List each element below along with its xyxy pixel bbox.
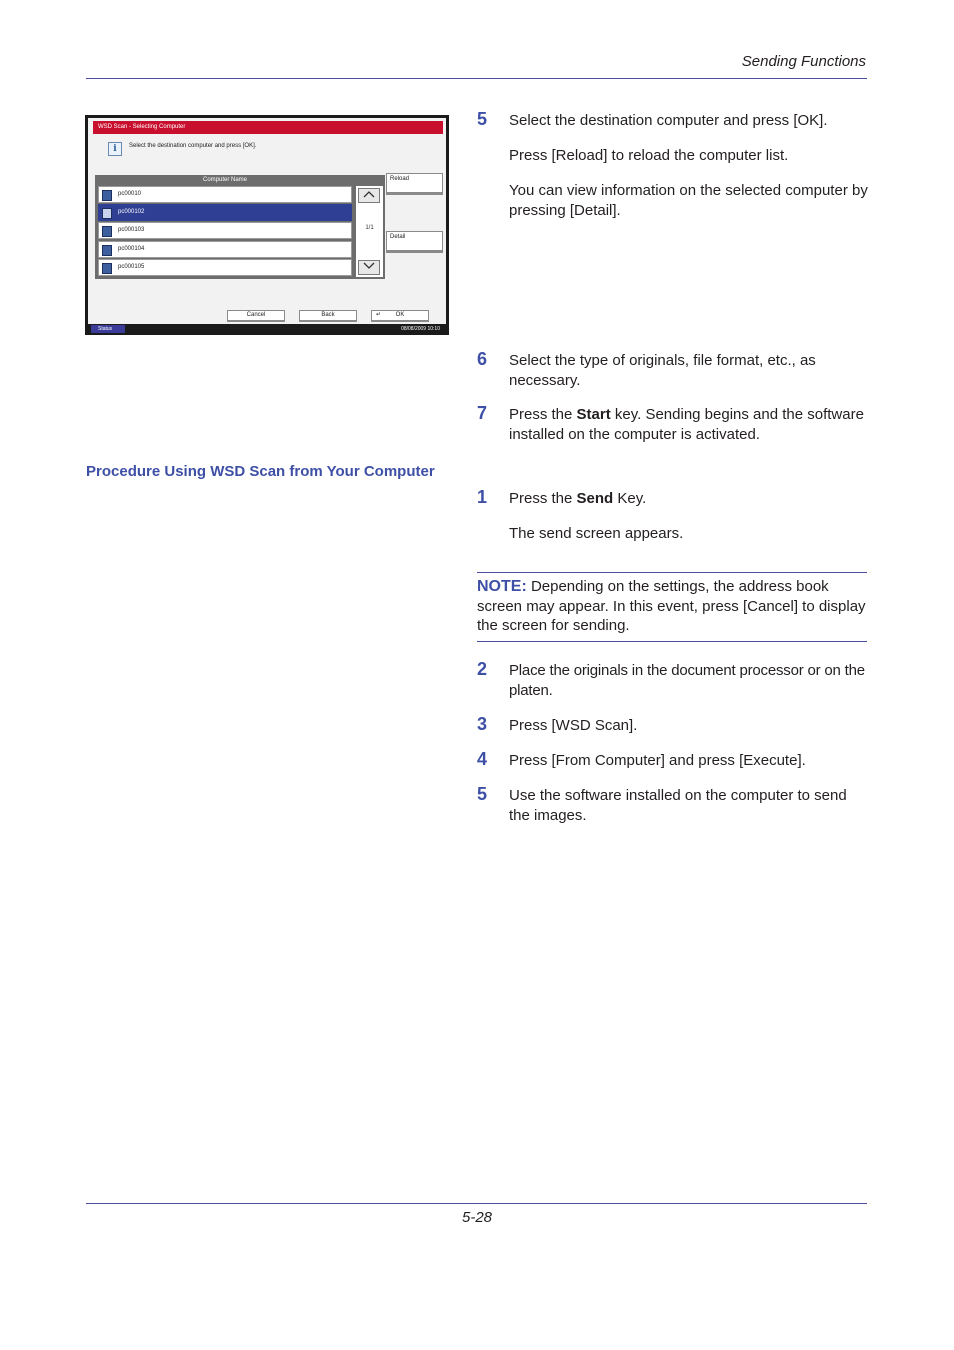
ok-button[interactable] — [371, 310, 429, 322]
computer-icon — [102, 226, 112, 237]
step-text: Press [WSD Scan]. — [509, 717, 638, 734]
panel-title-bar: WSD Scan - Selecting Computer — [93, 121, 443, 134]
step-number: 4 — [477, 749, 488, 769]
panel-screenshot — [85, 115, 449, 335]
step-number: 2 — [477, 659, 488, 679]
back-button[interactable]: Back — [299, 310, 357, 322]
step-subtext: The send screen appears. — [509, 525, 684, 542]
step-text: Press the Start key. Sending begins and the software installed on the computer is activated. — [509, 406, 864, 443]
scroll-column — [356, 186, 383, 277]
status-tab[interactable]: Status — [91, 325, 125, 333]
computer-icon — [102, 190, 112, 201]
computer-icon — [102, 208, 112, 219]
step-text: Select the type of originals, file format, etc., as necessary. — [509, 352, 816, 389]
step-text: Select the destination computer and press [OK]. — [509, 112, 828, 129]
reload-button[interactable]: Reload — [386, 173, 443, 195]
list-header: Computer Name — [202, 177, 247, 183]
computer-row[interactable] — [98, 222, 352, 239]
computer-name: pc000104 — [118, 246, 145, 252]
send-key: Send — [576, 490, 614, 507]
section-heading: Procedure Using WSD Scan from Your Computer — [86, 463, 435, 480]
enter-icon: ↵ — [376, 312, 382, 318]
cancel-button[interactable]: Cancel — [227, 310, 285, 322]
scroll-up-button[interactable] — [358, 188, 380, 203]
step-number: 5 — [477, 109, 488, 129]
step-number: 1 — [477, 487, 488, 507]
computer-icon — [102, 245, 112, 256]
step-number: 5 — [477, 784, 488, 804]
computer-name: pc00010 — [118, 191, 142, 197]
status-bar — [88, 324, 446, 333]
step-subtext: You can view information on the selected computer by pressing [Detail]. — [509, 182, 868, 219]
info-icon: i — [108, 142, 122, 156]
computer-row[interactable] — [98, 186, 352, 203]
header-rule — [86, 78, 867, 79]
computer-name: pc000102 — [118, 209, 145, 215]
computer-name: pc000103 — [118, 227, 145, 233]
step-text: Press the Send Key. — [509, 490, 647, 507]
computer-list — [95, 175, 385, 279]
page-indicator: 1/1 — [365, 225, 374, 231]
computer-row[interactable] — [98, 241, 352, 258]
detail-button[interactable]: Detail — [386, 231, 443, 253]
step-text: Use the software installed on the computer to send the images. — [509, 787, 847, 824]
note-box — [477, 572, 867, 642]
scroll-down-button[interactable] — [358, 260, 380, 275]
header-title: Sending Functions — [741, 53, 866, 70]
datetime: 08/08/2009 10:10 — [401, 326, 440, 332]
note-text: NOTE: Depending on the settings, the address book screen may appear. In this event, press [Cancel] to display the screen for sending. — [477, 578, 866, 634]
computer-name: pc000105 — [118, 264, 145, 270]
step-number: 3 — [477, 714, 488, 734]
note-label: NOTE: — [477, 578, 527, 595]
chevron-down-icon — [363, 262, 375, 270]
computer-row[interactable] — [98, 259, 352, 276]
chevron-up-icon — [363, 190, 375, 198]
footer-rule — [86, 1203, 867, 1204]
computer-icon — [102, 263, 112, 274]
step-text: Press [From Computer] and press [Execute]. — [509, 752, 806, 769]
page-number: 5-28 — [461, 1209, 493, 1226]
panel-message: Select the destination computer and press [OK]. — [129, 143, 257, 149]
panel-screen — [88, 118, 446, 324]
step-text: Place the originals in the document processor or on the platen. — [509, 662, 865, 699]
step-subtext: Press [Reload] to reload the computer list. — [509, 147, 789, 164]
step-number: 6 — [477, 349, 488, 369]
ok-label: OK — [395, 312, 405, 318]
computer-row-selected[interactable] — [98, 204, 352, 221]
start-key: Start — [576, 406, 611, 423]
step-number: 7 — [477, 403, 488, 423]
